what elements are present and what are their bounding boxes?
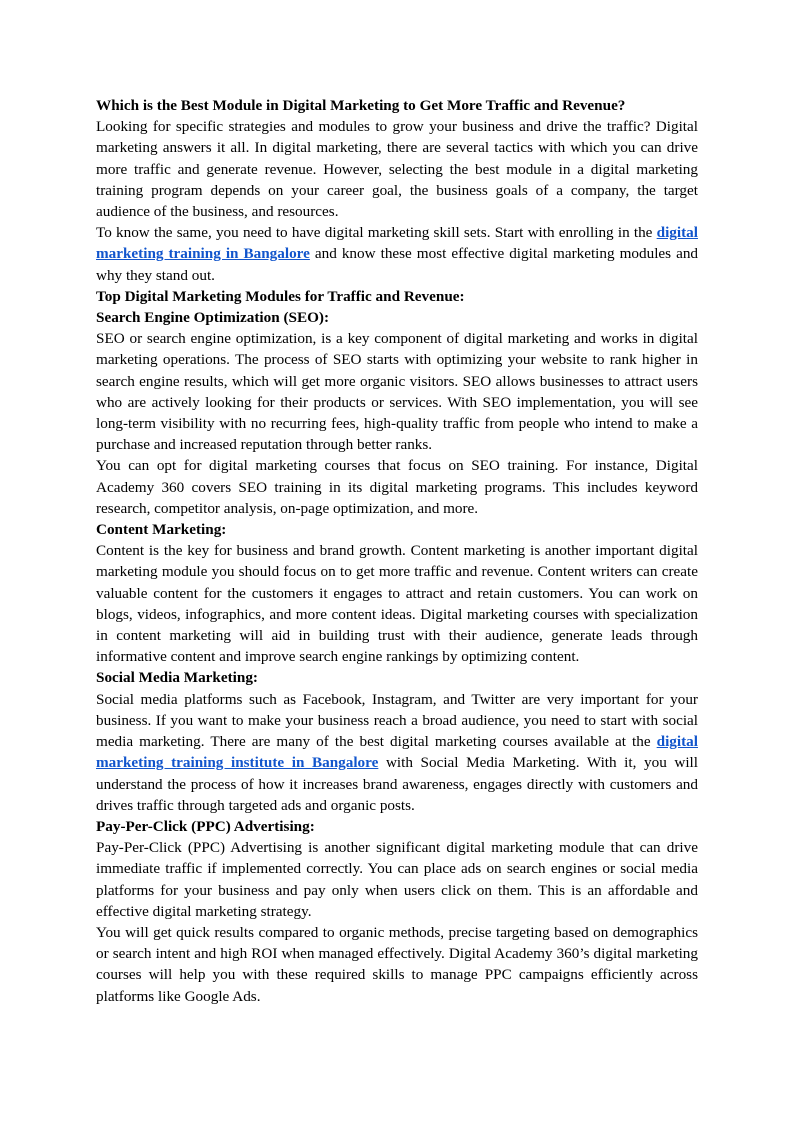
text: and know these most effective digital marketing modules and why they stand out.	[96, 245, 699, 284]
intro-paragraph-2	[96, 222, 698, 286]
text: To know the same, you need to have digital marketing skill sets. Start with enrolling in the	[96, 224, 657, 242]
ppc-heading: Pay-Per-Click (PPC) Advertising:	[96, 817, 315, 835]
intro-paragraph: Looking for specific strategies and modules to grow your business and drive the traffic? Digital marketing answers it all. In digital marketing, there are several tactics with which you can drive more traffic and generate revenue. However, selecting the best module in a digital marketing training program depends on your career goal, the business goals of a company, the target audience of the business, and resources.	[96, 118, 698, 221]
text: Social media platforms such as Facebook, Instagram, and Twitter are very important for your business. If you want to make your business reach a broad audience, you need to start with social media marketing. There are many of the best digital marketing courses available at the	[96, 690, 698, 751]
seo-paragraph: SEO or search engine optimization, is a key component of digital marketing and works in digital marketing operations. The process of SEO starts with optimizing your website to rank higher in search engine results, which will get more organic visitors. SEO allows businesses to attract users who are actively looking for their products or services. With SEO implementation, you will see long-term visibility with no recurring fees, high-quality traffic from people who intend to make a purchase and increased reputation through better ranks.	[96, 330, 698, 454]
ppc-paragraph: Pay-Per-Click (PPC) Advertising is another significant digital marketing module that can drive immediate traffic if implemented correctly. You can place ads on search engines or social media platforms for your business and pay only when users click on them. This is an affordable and effective digital marketing strategy.	[96, 839, 698, 920]
seo-heading: Search Engine Optimization (SEO):	[96, 309, 330, 327]
institute-link[interactable]: digital marketing training institute in Bangalore	[96, 733, 698, 772]
document-page	[96, 95, 698, 1007]
seo-paragraph-2: You can opt for digital marketing courses that focus on SEO training. For instance, Digital Academy 360 covers SEO training in its digital marketing programs. This includes keyword research, competitor analysis, on-page optimization, and more.	[96, 457, 698, 517]
content-paragraph: Content is the key for business and brand growth. Content marketing is another important digital marketing module you should focus on to get more traffic and revenue. Content writers can create valuable content for the customers it engages to attract and retain customers. You can work on blogs, videos, infographics, and more content ideas. Digital marketing courses with specialization in content marketing will aid in building trust with their audience, generate leads through informative content and improve search engine rankings by optimizing content.	[96, 542, 698, 666]
ppc-paragraph-2: You will get quick results compared to organic methods, precise targeting based on demographics or search intent and high ROI when managed effectively. Digital Academy 360’s digital marketing courses will help you with these required skills to manage PPC campaigns efficiently across platforms like Google Ads.	[96, 923, 698, 1005]
training-link[interactable]: digital marketing training in Bangalore	[96, 224, 698, 263]
text: with Social Media Marketing. With it, you will understand the process of how it increases brand awareness, engages directly with customers and drives traffic through targeted ads and organic posts.	[96, 754, 698, 814]
social-paragraph	[96, 689, 698, 816]
modules-heading: Top Digital Marketing Modules for Traffic and Revenue:	[96, 287, 465, 305]
content-heading: Content Marketing:	[96, 521, 227, 539]
document-title: Which is the Best Module in Digital Marketing to Get More Traffic and Revenue?	[96, 97, 626, 114]
social-heading: Social Media Marketing:	[96, 669, 258, 687]
